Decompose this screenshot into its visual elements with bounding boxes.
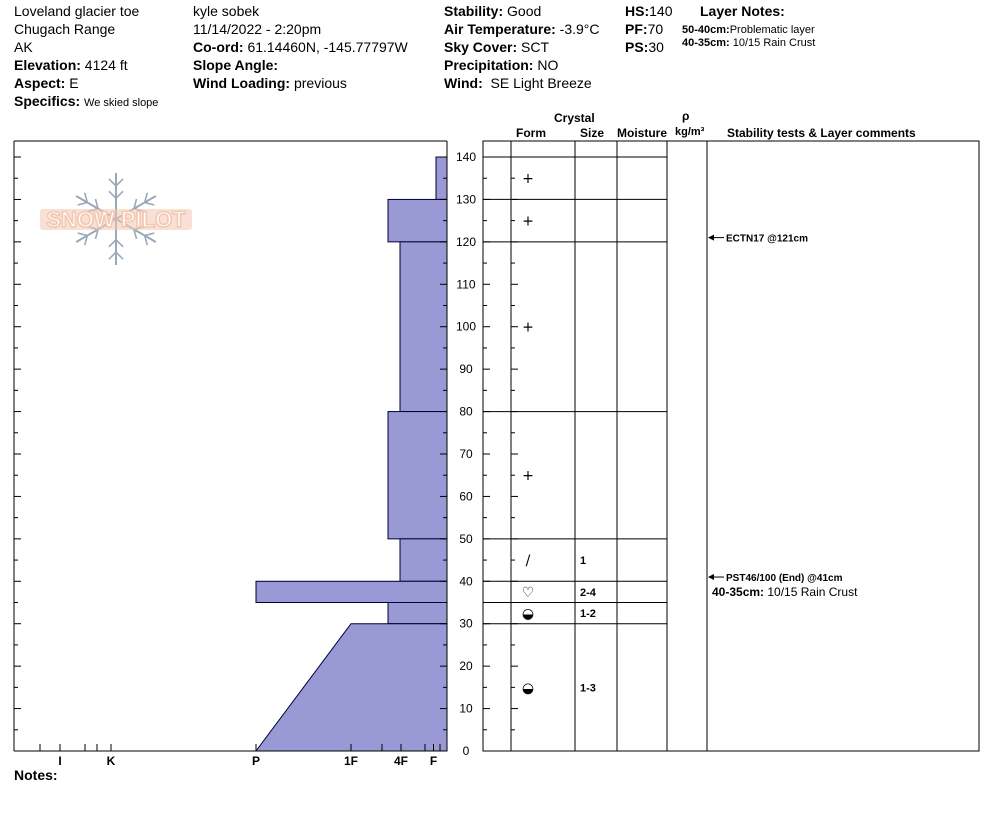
comments-header: Stability tests & Layer comments <box>727 126 916 140</box>
layer-note-1-range: 50-40cm: <box>682 24 730 36</box>
flake-branch <box>109 240 116 247</box>
depth-tick-label: 120 <box>455 234 477 249</box>
flake-branch <box>109 191 116 198</box>
hardness-profile <box>256 157 447 751</box>
layer-comment-range: 40-35cm: <box>712 584 765 599</box>
depth-tick-label: 140 <box>455 150 477 164</box>
sky-cover-label: Sky Cover: <box>444 39 518 55</box>
hardness-tick-label: I <box>58 754 62 768</box>
crystal-header: Crystal <box>554 111 595 125</box>
hardness-layer-2 <box>400 242 447 412</box>
crystal-form-icon: + <box>522 213 534 230</box>
mountain-range: Chugach Range <box>14 21 116 37</box>
crystal-form-icon: ♡ <box>521 584 535 601</box>
form-header: Form <box>516 126 546 140</box>
air-temp-label: Air Temperature: <box>444 21 556 37</box>
depth-tick-label: 60 <box>459 489 473 504</box>
coord-value: 61.14460N, -145.77797W <box>247 39 408 55</box>
crystal-form-icon: ◒ <box>521 680 535 697</box>
crystal-size: 1 <box>580 555 587 568</box>
depth-tick-label: 40 <box>459 574 473 589</box>
density-rho-header: ρ <box>682 109 690 123</box>
flake-branch <box>145 233 155 236</box>
specifics-value: We skied slope <box>84 97 159 109</box>
moisture-header: Moisture <box>617 126 668 140</box>
crystal-form-icon: + <box>522 319 534 336</box>
observer: kyle sobek <box>193 3 260 19</box>
ps-label: PS: <box>625 39 649 55</box>
layer-comment <box>712 585 858 599</box>
crystal-size: 1-3 <box>580 682 596 695</box>
crystal-form-icon: ◒ <box>521 606 535 623</box>
test-arrow-icon <box>708 574 714 580</box>
sky-cover-value: SCT <box>521 39 550 55</box>
stability-value: Good <box>507 3 542 19</box>
state: AK <box>14 39 33 55</box>
stability-test-label: PST46/100 (End) @41cm <box>726 573 843 585</box>
aspect-value: E <box>69 75 79 91</box>
hardness-tick-label: F <box>429 754 438 768</box>
wind-loading-value: previous <box>293 75 347 91</box>
depth-tick-label: 20 <box>459 659 473 674</box>
crystal-column <box>522 171 597 696</box>
specifics-label: Specifics: <box>14 93 81 109</box>
hardness-layer-3 <box>388 412 447 539</box>
stability-test-label: ECTN17 @121cm <box>726 233 809 245</box>
coord-label: Co-ord: <box>193 39 244 55</box>
flake-branch <box>116 240 123 247</box>
depth-tick-label: 90 <box>459 362 473 377</box>
layer-note-2-text: 10/15 Rain Crust <box>732 37 816 49</box>
size-header: Size <box>580 126 605 140</box>
flake-branch <box>78 233 88 236</box>
depth-tick-label: 130 <box>455 192 477 207</box>
flake-branch <box>145 202 155 205</box>
flake-branch <box>78 202 88 205</box>
hardness-layer-7 <box>256 624 447 751</box>
stability-tests <box>708 234 858 599</box>
depth-tick-label: 100 <box>455 319 477 334</box>
chart-frames <box>14 141 979 751</box>
crystal-form-icon: + <box>522 171 534 188</box>
site-name: Loveland glacier toe <box>14 3 140 19</box>
wind-loading-label: Wind Loading: <box>193 75 291 91</box>
elevation-label: Elevation: <box>14 57 81 73</box>
hs-label: HS: <box>625 3 650 19</box>
flake-branch <box>116 252 123 259</box>
test-arrow-icon <box>708 235 714 241</box>
slope-label: Slope Angle: <box>193 57 279 73</box>
right-panel-frame <box>483 141 979 751</box>
elevation-value: 4124 ft <box>84 57 128 73</box>
density-unit-header: kg/m³ <box>675 126 705 138</box>
depth-tick-label: 70 <box>459 447 473 461</box>
hs-value: 140 <box>649 3 673 19</box>
snowpilot-logo <box>40 173 192 265</box>
flake-branch <box>109 252 116 259</box>
wind-label: Wind: <box>444 75 483 91</box>
hardness-tick-label: 4F <box>393 754 409 768</box>
aspect-label: Aspect: <box>14 75 66 91</box>
wind-value: SE Light Breeze <box>490 75 592 91</box>
depth-tick-label: 80 <box>459 404 473 419</box>
hardness-layer-4 <box>400 539 447 581</box>
crystal-form-icon: / <box>525 553 531 570</box>
flake-branch <box>116 191 123 198</box>
pf-value: 70 <box>647 21 664 37</box>
ps-value: 30 <box>648 39 664 55</box>
crystal-size: 1-2 <box>580 608 596 621</box>
hardness-tick-label: K <box>106 754 116 768</box>
pf-label: PF: <box>625 21 648 37</box>
flake-branch <box>109 179 116 186</box>
depth-tick-label: 50 <box>459 531 473 546</box>
layer-note-1-text: Problematic layer <box>729 24 815 36</box>
hardness-tick-label: P <box>251 754 261 768</box>
layer-notes-title: Layer Notes: <box>700 3 785 19</box>
date-time: 11/14/2022 - 2:20pm <box>193 21 322 37</box>
layer-note-2-range: 40-35cm: <box>682 37 730 49</box>
logo-text: SNOW PILOT <box>46 207 186 232</box>
depth-tick-label: 110 <box>456 277 476 292</box>
notes-label: Notes: <box>14 767 58 783</box>
crystal-size: 2-4 <box>580 586 596 599</box>
depth-tick-label: 0 <box>462 744 470 758</box>
crystal-form-icon: + <box>522 468 534 485</box>
hardness-tick-label: 1F <box>343 754 359 768</box>
flake-branch <box>116 179 123 186</box>
hardness-layer-1 <box>388 199 447 241</box>
air-temp-value: -3.9°C <box>559 21 600 37</box>
precip-label: Precipitation: <box>444 57 534 73</box>
hardness-layer-6 <box>388 603 447 624</box>
precip-value: NO <box>537 57 559 73</box>
hardness-layer-5 <box>256 581 447 602</box>
depth-tick-label: 10 <box>459 701 473 716</box>
stability-label: Stability: <box>444 3 504 19</box>
depth-tick-label: 30 <box>459 616 473 631</box>
layer-comment-text: 10/15 Rain Crust <box>764 584 858 599</box>
